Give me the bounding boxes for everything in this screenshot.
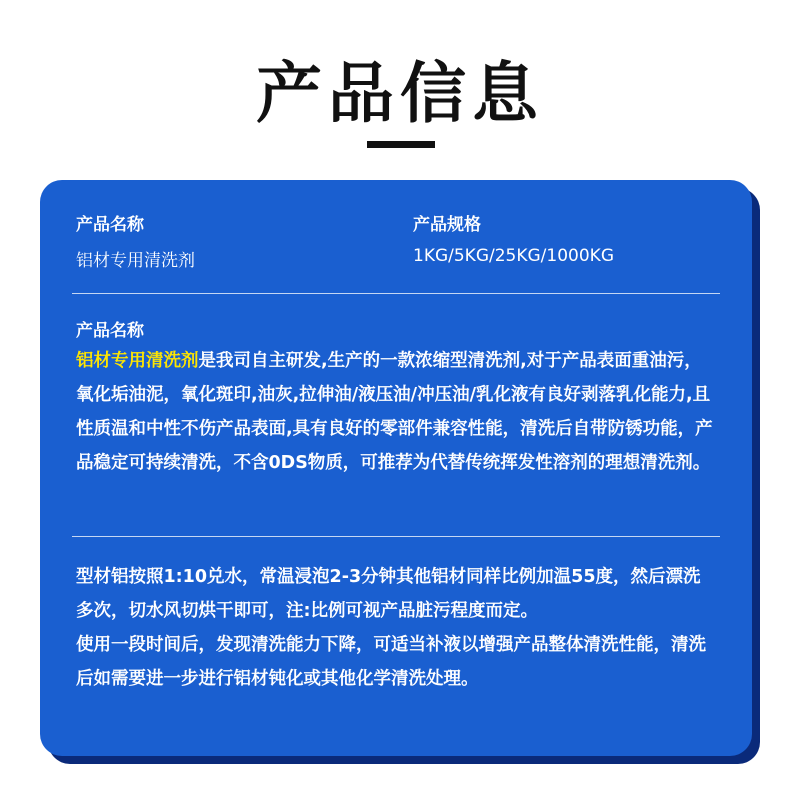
product-name-value: 铝材专用清洗剂 — [76, 251, 195, 271]
divider-bottom — [72, 536, 720, 537]
description-label: 产品名称 — [76, 321, 144, 341]
product-spec-value: 1KG/5KG/25KG/1000KG — [413, 246, 614, 266]
usage-text-1: 型材铝按照1:10兑水，常温浸泡2-3分钟其他铝材同样比例加温55度，然后漂洗多次，切水风切烘干即可，注:比例可视产品脏污程度而定。 — [76, 567, 701, 621]
page-title: 产品信息 — [256, 55, 544, 132]
divider-top — [72, 293, 720, 294]
product-name-label: 产品名称 — [76, 215, 144, 235]
info-panel — [40, 180, 752, 756]
description-body: 是我司自主研发,生产的一款浓缩型清洗剂,对于产品表面重油污，氧化垢油泥，氧化斑印,油灰,拉伸油/液压油/冲压油/乳化液有良好剥落乳化能力,且性质温和中性不伤产品表面,具有良好的零部件兼容性能，清洗后自带防锈功能，产品稳定可持续清洗，不含0DS物质，可推荐为代替传统挥发性溶剂的理想清洗剂。 — [76, 351, 713, 473]
description-highlight: 铝材专用清洗剂 — [76, 351, 199, 371]
description-text — [76, 344, 716, 480]
usage-text-2: 使用一段时间后，发现清洗能力下降，可适当补液以增强产品整体清洗性能，清洗后如需要进一步进行铝材钝化或其他化学清洗处理。 — [76, 635, 706, 689]
product-spec-label: 产品规格 — [413, 215, 481, 235]
title-underline — [367, 141, 435, 148]
